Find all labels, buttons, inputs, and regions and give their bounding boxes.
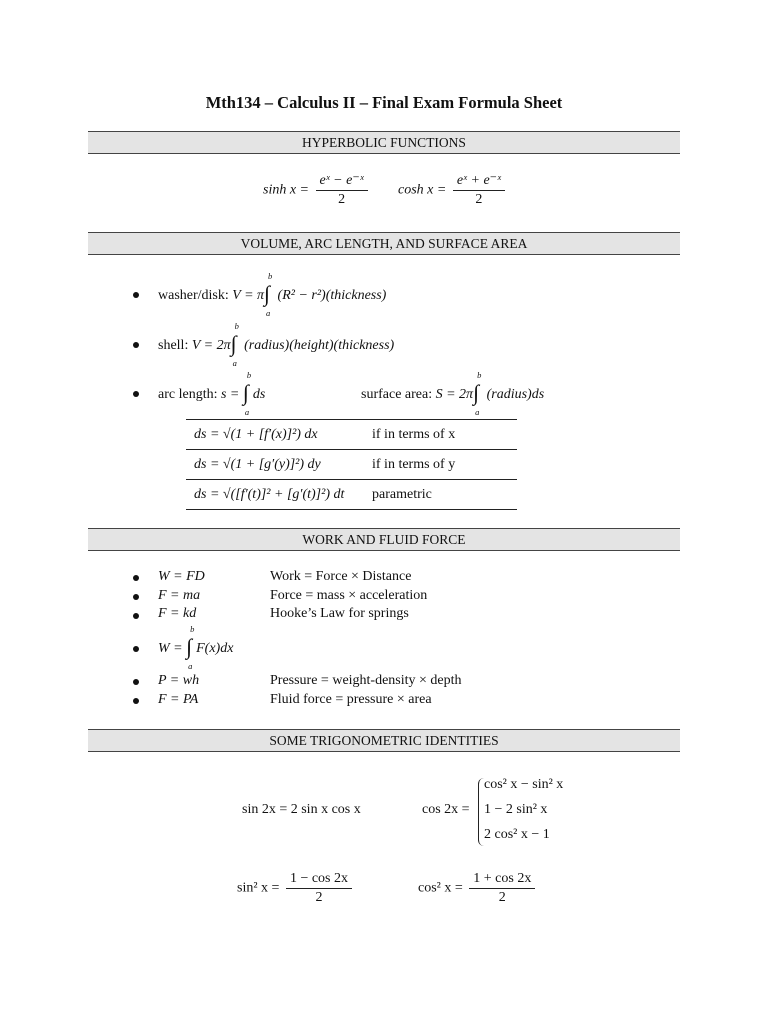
- cosh-fraction: [453, 172, 505, 209]
- integral-icon: ∫ b a: [264, 271, 273, 318]
- hooke-description: Hooke’s Law for springs: [270, 606, 409, 621]
- ds-row: [186, 420, 517, 450]
- section-header-work: WORK AND FLUID FORCE: [88, 528, 680, 551]
- cos-squared-fraction: [469, 870, 535, 907]
- washer-rhs: (R² − r²)(thickness): [277, 288, 387, 304]
- sinh-fraction: [316, 172, 368, 209]
- arc-rhs: ds: [252, 387, 266, 403]
- ds-note-y: if in terms of y: [372, 450, 517, 480]
- shell-lhs: V = 2π: [191, 338, 231, 354]
- pressure-formula: P = wh: [158, 673, 200, 688]
- arc-length-formula: [158, 370, 266, 417]
- ds-table: [186, 419, 517, 510]
- pressure-description: Pressure = weight-density × depth: [270, 673, 462, 688]
- sin-squared-denominator: 2: [315, 890, 323, 905]
- ds-row: [186, 450, 517, 480]
- cos-case-2: 1 − 2 sin² x: [484, 802, 548, 817]
- cosh-denominator: 2: [475, 192, 483, 207]
- surface-lhs: S = 2π: [435, 387, 474, 403]
- fluid-force-description: Fluid force = pressure × area: [270, 692, 432, 707]
- sinh-numerator: eˣ − e⁻ˣ: [316, 172, 368, 191]
- surface-rhs: (radius)ds: [486, 387, 545, 403]
- bullet-icon: [133, 646, 139, 652]
- cos-squared-lhs: cos² x =: [418, 880, 463, 896]
- sinh-denominator: 2: [338, 192, 346, 207]
- ds-row: [186, 480, 517, 510]
- cos-squared-identity: [418, 870, 538, 907]
- section-header-volume: VOLUME, ARC LENGTH, AND SURFACE AREA: [88, 232, 680, 255]
- cos-case-1: cos² x − sin² x: [484, 777, 564, 792]
- ds-formula-x: ds = √(1 + [f′(x)]²) dx: [186, 420, 372, 450]
- integral-icon: ∫ b a: [242, 370, 252, 417]
- integral-icon: ∫ b a: [186, 624, 195, 671]
- bullet-icon: [133, 575, 139, 581]
- bullet-icon: [133, 594, 139, 600]
- surface-label: surface area:: [361, 387, 433, 403]
- washer-disk-formula: [158, 271, 387, 318]
- work-integral-rhs: F(x)dx: [196, 641, 234, 657]
- arc-label: arc length:: [158, 387, 218, 403]
- ds-formula-y: ds = √(1 + [g′(y)]²) dy: [186, 450, 372, 480]
- bullet-icon: [133, 391, 139, 397]
- bullet-icon: [133, 613, 139, 619]
- sin-double-angle: sin 2x = 2 sin x cos x: [242, 802, 361, 817]
- integral-icon: ∫ b a: [473, 370, 482, 417]
- work-description: Work = Force × Distance: [270, 569, 412, 584]
- shell-formula: [158, 321, 395, 368]
- ds-note-parametric: parametric: [372, 480, 517, 510]
- page-title: Mth134 – Calculus II – Final Exam Formula Sheet: [205, 93, 563, 112]
- bullet-icon: [133, 292, 139, 298]
- sinh-lhs: sinh x =: [263, 182, 309, 198]
- cosh-numerator: eˣ + e⁻ˣ: [453, 172, 505, 191]
- cosh-formula: [398, 172, 508, 209]
- hooke-formula: F = kd: [158, 606, 197, 621]
- bullet-icon: [133, 698, 139, 704]
- work-integral-lhs: W =: [158, 641, 183, 657]
- washer-label: washer/disk:: [158, 288, 229, 304]
- section-header-trig: SOME TRIGONOMETRIC IDENTITIES: [88, 729, 680, 752]
- cos-case-3: 2 cos² x − 1: [484, 827, 550, 842]
- sin-squared-lhs: sin² x =: [237, 880, 280, 896]
- work-integral-formula: [158, 624, 234, 671]
- bullet-icon: [133, 679, 139, 685]
- washer-lhs: V = π: [232, 288, 265, 304]
- fluid-force-formula: F = PA: [158, 692, 199, 707]
- sin-squared-identity: [237, 870, 355, 907]
- work-formula: W = FD: [158, 569, 205, 584]
- ds-note-x: if in terms of x: [372, 420, 517, 450]
- sin-squared-numerator: 1 − cos 2x: [286, 870, 352, 889]
- bullet-icon: [133, 342, 139, 348]
- shell-rhs: (radius)(height)(thickness): [244, 338, 395, 354]
- ds-formula-parametric: ds = √([f′(t)]² + [g′(t)]²) dt: [186, 480, 372, 510]
- integral-icon: ∫ b a: [230, 321, 239, 368]
- cos-squared-denominator: 2: [498, 890, 506, 905]
- cosh-lhs: cosh x =: [398, 182, 447, 198]
- section-header-hyperbolic: HYPERBOLIC FUNCTIONS: [88, 131, 680, 154]
- cos-squared-numerator: 1 + cos 2x: [469, 870, 535, 889]
- arc-lhs: s =: [220, 387, 240, 403]
- shell-label: shell:: [158, 338, 189, 354]
- sin-squared-fraction: [286, 870, 352, 907]
- force-formula: F = ma: [158, 588, 201, 603]
- sinh-formula: [263, 172, 371, 209]
- cos-double-angle-lhs: cos 2x =: [422, 802, 470, 817]
- force-description: Force = mass × acceleration: [270, 588, 428, 603]
- surface-area-formula: [361, 370, 545, 417]
